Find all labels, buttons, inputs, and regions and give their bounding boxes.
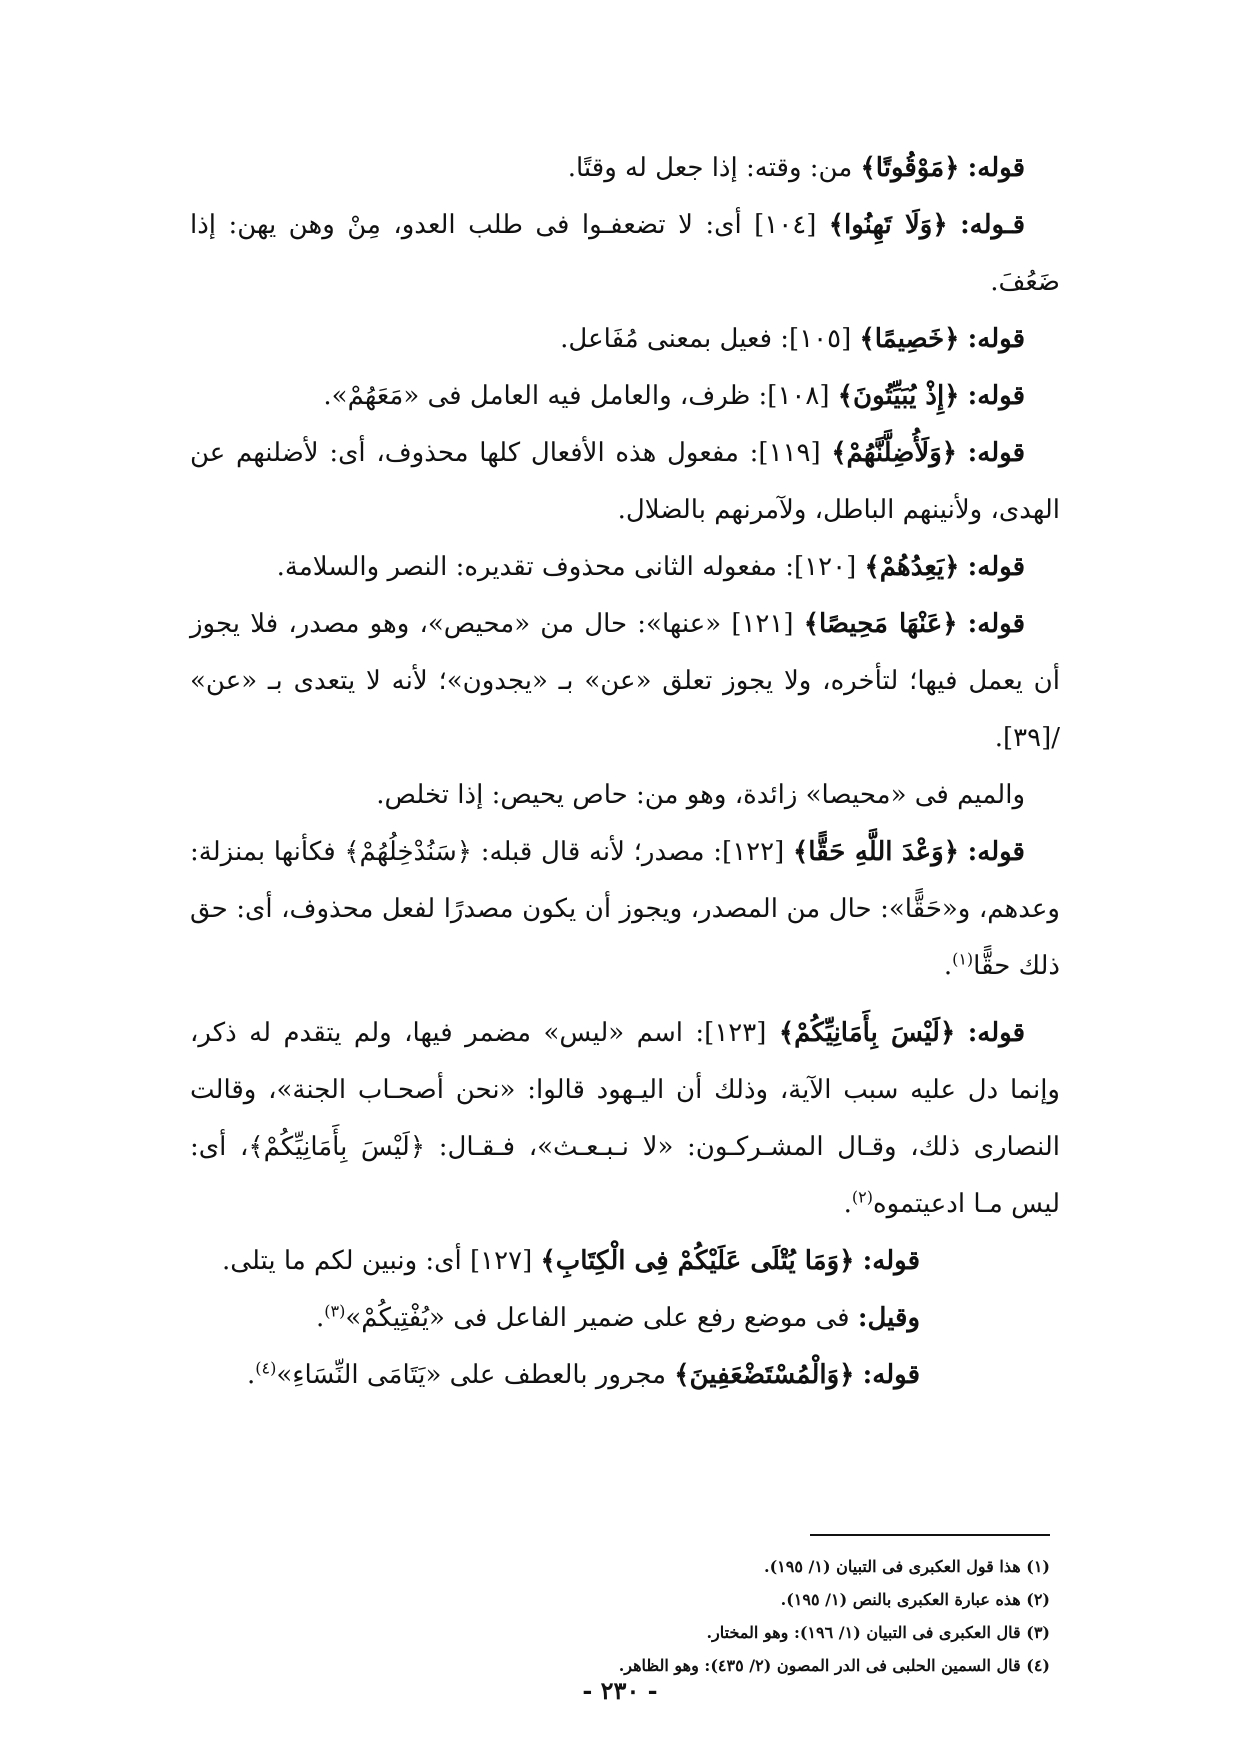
quran-quote: ﴿لَيْسَ بِأَمَانِيِّكُمْ﴾ (778, 1018, 956, 1048)
paragraph-13 (190, 1347, 1060, 1404)
commentary-tail: . (943, 951, 953, 981)
commentary: [١٢٧] أى: ونبين لكم ما يتلى. (222, 1246, 541, 1276)
quran-quote: ﴿مَوْقُوتًا﴾ (860, 153, 960, 183)
footnote-2: (٢) هذه عبارة العكبرى بالنص (١/ ١٩٥). (780, 1590, 1050, 1609)
paragraph-11 (190, 1233, 1060, 1290)
commentary: من: وقته: إذا جعل له وقتًا. (567, 153, 861, 183)
commentary-tail: . (247, 1360, 256, 1390)
footnote-3: (٣) قال العكبرى فى التبيان (١/ ١٩٦): وهو المختار. (706, 1623, 1050, 1642)
lead-word: قوله: (967, 552, 1025, 582)
quran-quote: ﴿وَالْمُسْتَضْعَفِينَ﴾ (674, 1360, 855, 1390)
paragraph-1 (190, 140, 1060, 197)
quran-quote: ﴿يَعِدُهُمْ﴾ (864, 552, 960, 582)
quran-quote: ﴿وَمَا يُتْلَى عَلَيْكُمْ فِى الْكِتَابِ﴾ (540, 1246, 855, 1276)
footnotes (190, 1550, 1050, 1682)
lead-word: قوله: (862, 1246, 920, 1276)
main-text (190, 140, 1060, 1404)
commentary: [١٢٠]: مفعوله الثانى محذوف تقديره: النصر والسلامة. (276, 552, 865, 582)
footnote-marker: (١) (952, 949, 974, 969)
commentary: [١٢٢]: مصدر؛ لأنه قال قبله: ﴿سَنُدْخِلُهُمْ﴾ فكأنها بمنزلة: وعدهم، و«حَقًّا»: حال من المصدر، ويجوز أن يكون مصدرًا لفعل محذوف، أى: حق ذلك حقًّا (190, 837, 1060, 981)
paragraph-6 (190, 539, 1060, 596)
footnote-marker: (٢) (851, 1187, 873, 1207)
paragraph-3 (190, 311, 1060, 368)
paragraph-4 (190, 368, 1060, 425)
lead-word: قوله: (967, 153, 1025, 183)
commentary: [١٢٣]: اسم «ليس» مضمر فيها، ولم يتقدم له ذكر، وإنما دل عليه سبب الآية، وذلك أن اليـهود قالوا: «نحن أصحـاب الجنة»، وقالت النصارى ذلك، وقـال المشـركـون: «لا نـبـعـث»، فـقـال: ﴿لَيْسَ بِأَمَانِيِّكُمْ﴾، أى: ليس مـا ادعيتموه (190, 1018, 1060, 1219)
footnote-marker: (٤) (255, 1358, 277, 1378)
lead-word: وقيل: (857, 1303, 920, 1333)
lead-word: قوله: (862, 1360, 920, 1390)
quran-quote: ﴿وَلَا تَهِنُوا﴾ (828, 210, 948, 240)
quran-quote: ﴿وَعْدَ اللَّهِ حَقًّا﴾ (792, 837, 959, 867)
commentary: [١١٩]: مفعول هذه الأفعال كلها محذوف، أى: لأضلنهم عن الهدى، ولأنينهم الباطل، ولآمرنهم بالضلال. (190, 438, 1060, 525)
commentary: فى موضع رفع على ضمير الفاعل فى «يُفْتِيكُمْ» (345, 1303, 858, 1333)
lead-word: قوله: (967, 609, 1025, 639)
paragraph-12 (190, 1290, 1060, 1347)
lead-word: قوله: (967, 381, 1025, 411)
quran-quote: ﴿وَلَأُضِلَّنَّهُمْ﴾ (831, 438, 957, 468)
lead-word: قوله: (967, 1018, 1026, 1048)
commentary: [١٠٨]: ظرف، والعامل فيه العامل فى «مَعَهُمْ». (323, 381, 838, 411)
paragraph-8 (190, 767, 1060, 824)
quran-quote: ﴿خَصِيمًا﴾ (859, 324, 960, 354)
commentary-tail: . (316, 1303, 325, 1333)
lead-word: قوله: (967, 438, 1025, 468)
footnote-marker: (٣) (324, 1301, 346, 1321)
lead-word: قوله: (967, 324, 1025, 354)
footnote-1: (١) هذا قول العكبرى فى التبيان (١/ ١٩٥). (764, 1557, 1050, 1576)
page-number: - ٢٣٠ - (582, 1676, 658, 1705)
commentary: [١٢١] «عنها»: حال من «محيص»، وهو مصدر، فلا يجوز أن يعمل فيها؛ لتأخره، ولا يجوز تعلق «عن» بـ «يجدون»؛ لأنه لا يتعدى بـ «عن» /[٣٩]. (190, 609, 1060, 753)
paragraph-2 (190, 197, 1060, 311)
paragraph-9 (190, 824, 1060, 995)
commentary: [١٠٥]: فعيل بمعنى مُفَاعل. (560, 324, 860, 354)
commentary: والميم فى «محيصا» زائدة، وهو من: حاص يحيص: إذا تخلص. (376, 780, 1025, 810)
paragraph-10 (190, 1005, 1060, 1233)
paragraph-7 (190, 596, 1060, 767)
footnote-4: (٤) قال السمين الحلبى فى الدر المصون (٢/ ٤٣٥): وهو الظاهر. (618, 1656, 1050, 1675)
paragraph-5 (190, 425, 1060, 539)
quran-quote: ﴿إِذْ يُبَيِّتُونَ﴾ (837, 381, 960, 411)
footnote-separator (810, 1534, 1050, 1536)
lead-word: قوله: (967, 837, 1025, 867)
quran-quote: ﴿عَنْهَا مَحِيصًا﴾ (803, 609, 958, 639)
lead-word: قـوله: (960, 210, 1025, 240)
commentary-tail: . (843, 1189, 852, 1219)
commentary: مجرور بالعطف على «يَتَامَى النِّسَاءِ» (276, 1360, 675, 1390)
commentary: [١٠٤] أى: لا تضعفـوا فى طلب العدو، مِنْ وهن يهن: إذا ضَعُفَ. (190, 210, 1060, 297)
